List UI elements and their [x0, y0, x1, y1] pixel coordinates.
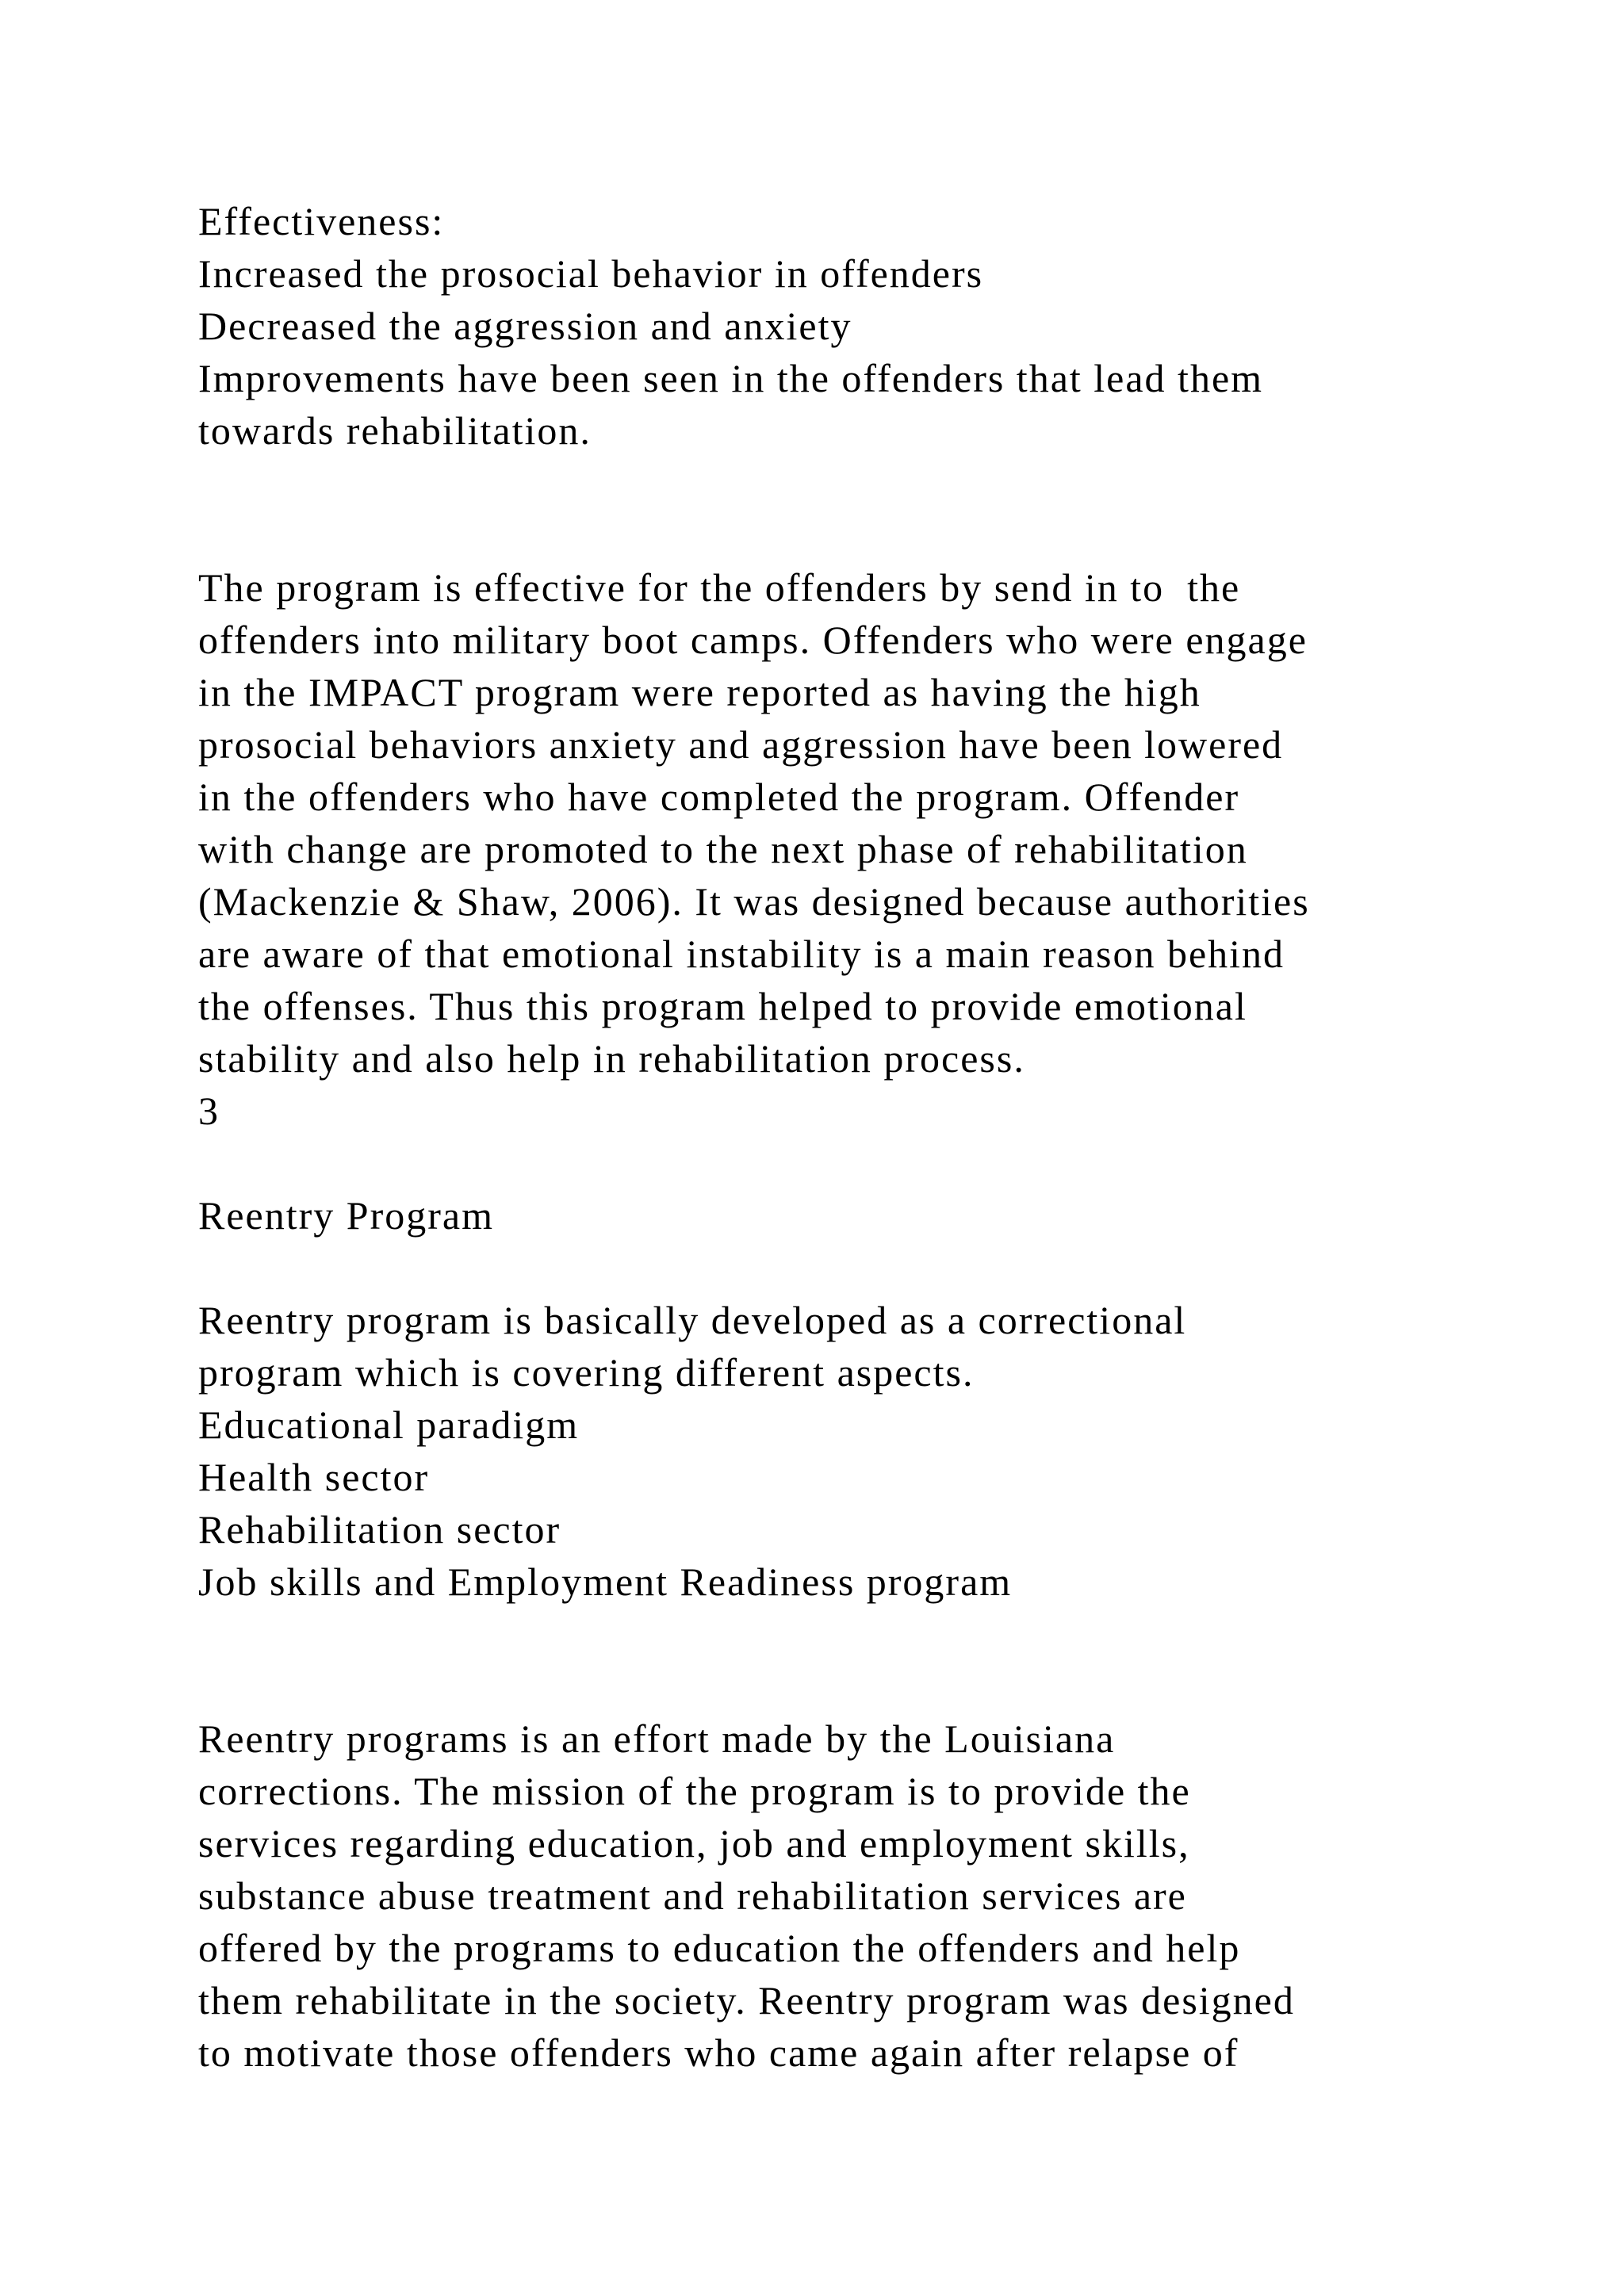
reentry-intro-line: Reentry program is basically developed as a correctional: [198, 1298, 1187, 1342]
effectiveness-heading: Effectiveness:: [198, 199, 445, 243]
paragraph-line: Reentry programs is an effort made by the Louisiana: [198, 1716, 1116, 1761]
impact-paragraph: [198, 561, 1562, 1085]
paragraph-line: prosocial behaviors anxiety and aggression have been lowered: [198, 722, 1284, 767]
paragraph-line: (Mackenzie & Shaw, 2006). It was designed because authorities: [198, 879, 1310, 924]
paragraph-line: offenders into military boot camps. Offenders who were engage: [198, 618, 1308, 662]
paragraph-line: them rehabilitate in the society. Reentry program was designed: [198, 1978, 1295, 2022]
reentry-item: Health sector: [198, 1455, 430, 1499]
spacer: [198, 1242, 1562, 1294]
paragraph-line: the offenses. Thus this program helped to provide emotional: [198, 984, 1247, 1028]
reentry-item: Rehabilitation sector: [198, 1507, 561, 1552]
reentry-item: Job skills and Employment Readiness program: [198, 1559, 1013, 1604]
slide-number: 3: [198, 1089, 220, 1133]
document-text: [198, 195, 1562, 2079]
paragraph-line: substance abuse treatment and rehabilitation services are: [198, 1873, 1187, 1918]
paragraph-line: are aware of that emotional instability is a main reason behind: [198, 932, 1285, 976]
paragraph-line: The program is effective for the offenders by send in to the: [198, 565, 1241, 610]
reentry-paragraph: [198, 1712, 1562, 2079]
reentry-item: Educational paradigm: [198, 1402, 580, 1447]
effectiveness-item: towards rehabilitation.: [198, 408, 592, 453]
paragraph-line: to motivate those offenders who came again after relapse of: [198, 2030, 1239, 2075]
paragraph-line: in the offenders who have completed the program. Offender: [198, 775, 1240, 819]
paragraph-line: offered by the programs to education the offenders and help: [198, 1926, 1241, 1970]
spacer: [198, 457, 1562, 561]
paragraph-line: with change are promoted to the next phase of rehabilitation: [198, 827, 1248, 871]
spacer: [198, 1608, 1562, 1712]
spacer: [198, 1137, 1562, 1189]
reentry-intro-line: program which is covering different aspects.: [198, 1350, 975, 1395]
paragraph-line: corrections. The mission of the program is to provide the: [198, 1769, 1191, 1813]
paragraph-line: stability and also help in rehabilitation process.: [198, 1036, 1025, 1081]
effectiveness-item: Improvements have been seen in the offenders that lead them: [198, 356, 1264, 400]
paragraph-line: services regarding education, job and employment skills,: [198, 1821, 1190, 1866]
effectiveness-item: Increased the prosocial behavior in offenders: [198, 251, 984, 296]
paragraph-line: in the IMPACT program were reported as having the high: [198, 670, 1201, 714]
reentry-heading: Reentry Program: [198, 1193, 494, 1238]
effectiveness-item: Decreased the aggression and anxiety: [198, 304, 852, 348]
